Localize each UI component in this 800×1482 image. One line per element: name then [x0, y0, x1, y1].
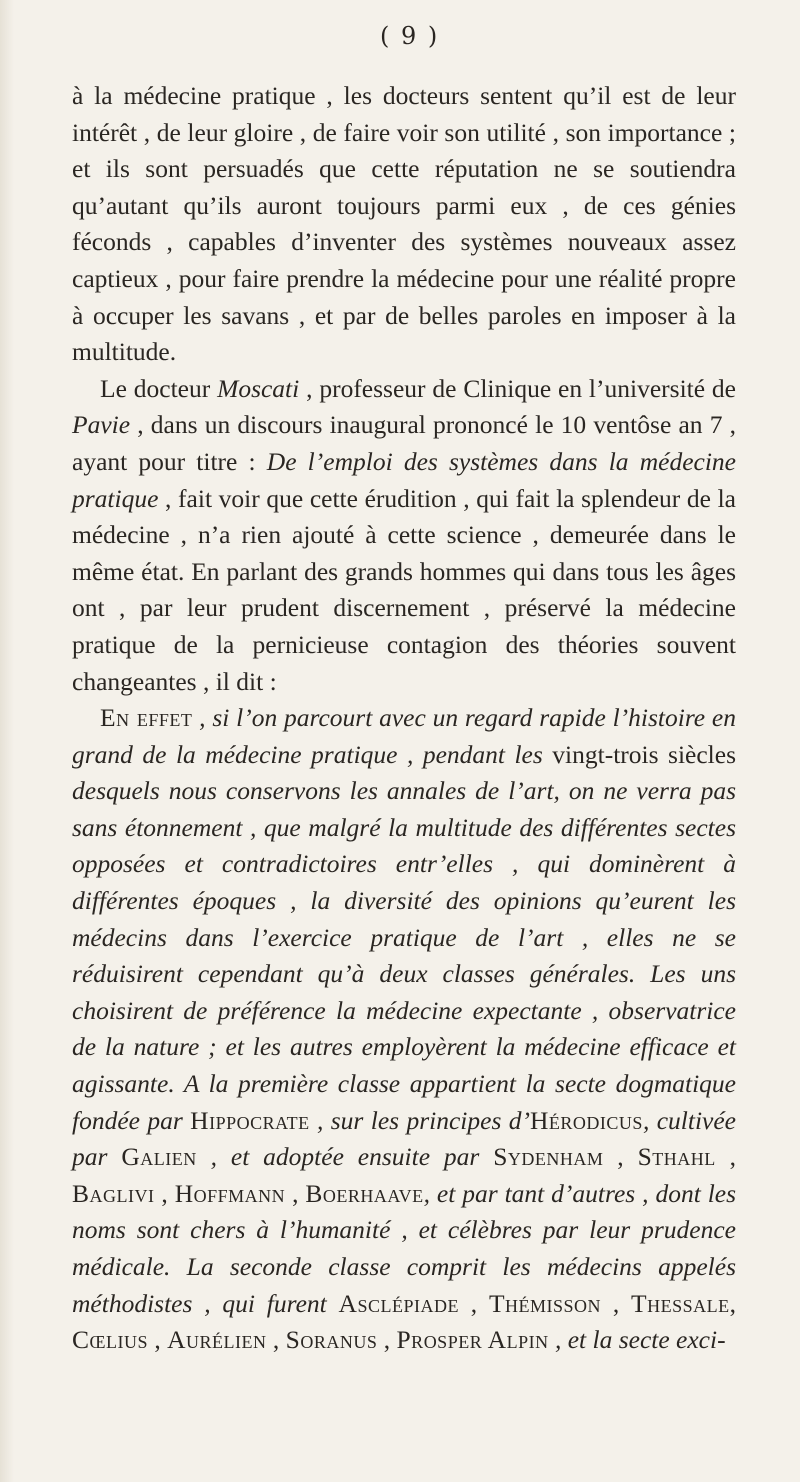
- name-boerhaave: Boerhaave: [305, 1178, 424, 1208]
- separator: ,: [458, 1288, 489, 1318]
- separator: ,: [285, 1178, 306, 1208]
- name-baglivi: Baglivi: [72, 1178, 155, 1208]
- name-aurelien: Aurélien: [167, 1325, 267, 1355]
- separator: ,: [729, 1288, 736, 1318]
- text-run: , professeur de Clinique en l’université de: [299, 373, 736, 403]
- quote-run: , si l’on parcourt avec un regard rapide l’histoire en grand de la médecine pratique , pendant les: [72, 703, 736, 769]
- name-sthahl: Sthahl: [637, 1142, 716, 1172]
- lead-words: En effet: [100, 703, 193, 733]
- name-galien: Galien: [121, 1142, 197, 1172]
- text-run: , dans un discours inaugural prononcé le 10 ventôse an 7 , ayant pour titre :: [72, 410, 736, 476]
- text-run: Le docteur: [100, 373, 218, 403]
- discourse-title: De l’emploi des systèmes dans la médecine pratique: [72, 446, 736, 513]
- quote-run: , et la secte exci-: [548, 1325, 726, 1355]
- quote-run: , cultivée par: [72, 1105, 736, 1172]
- name-herodicus: Hérodicus: [530, 1105, 643, 1135]
- separator: ,: [266, 1325, 286, 1355]
- page-edge-shadow: [0, 0, 14, 1482]
- person-name-moscati: Moscati: [217, 373, 300, 403]
- paragraph-continuation: à la médecine pratique , les docteurs sentent qu’il est de leur intérêt , de leur gloire , de faire voir son utilité , son importance ; et ils sont persuadés que cette réputation ne se soutiendra qu’autant qu’ils auront toujours parmi eux , de ces génies féconds , capables d’inventer des systèmes nouveaux assez captieux , pour faire prendre la médecine pour une réalité propre à occuper les savans , et par de belles paroles en imposer à la multitude.: [72, 81, 736, 367]
- quote-run: , sur les principes d’: [309, 1105, 530, 1135]
- name-hoffmann: Hoffmann: [174, 1178, 286, 1208]
- name-asclepiade: Asclépiade: [338, 1288, 459, 1318]
- name-coelius: Cœlius: [72, 1325, 149, 1355]
- paragraph-quotation: [72, 700, 736, 1359]
- separator: ,: [715, 1142, 737, 1172]
- name-hippocrate: Hippocrate: [190, 1105, 310, 1135]
- name-thessale: Thessale: [631, 1288, 730, 1318]
- quote-run: , et par tant d’autres , dont les noms sont chers à l’humanité , et célèbres par leur prudence médicale. La seconde classe comprit les médecins appelés méthodistes , qui furent: [72, 1178, 737, 1318]
- name-themisson: Thémisson: [488, 1288, 602, 1318]
- separator: ,: [377, 1325, 397, 1355]
- separator: ,: [601, 1288, 632, 1318]
- name-sydenham: Sydenham: [493, 1142, 604, 1172]
- quote-run: desquels nous conservons les annales de l’art, on ne verra pas sans étonnement , que malgré la multitude des différentes sectes opposées et contradictoires entr’elles , qui dominèrent à différentes époques , la diversité des opinions qu’eurent les médecins dans l’exercice pratique de l’art , elles ne se réduisirent cependant qu’à deux classes générales. Les uns choisirent de préférence la médecine expectante , observatrice de la nature ; et les autres employèrent la médecine efficace et agissante. A la première classe appartient la secte dogmatique fondée par: [72, 776, 736, 1135]
- quote-run: , et adoptée ensuite par: [196, 1142, 494, 1172]
- separator: ,: [148, 1325, 168, 1355]
- name-prosper-alpin: Prosper Alpin: [396, 1325, 549, 1355]
- name-soranus: Soranus: [285, 1325, 378, 1355]
- separator: ,: [603, 1142, 638, 1172]
- text-run: vingt-trois siècles: [552, 739, 736, 769]
- separator: ,: [154, 1178, 175, 1208]
- city-name-pavie: Pavie: [72, 410, 131, 440]
- page-number: ( 9 ): [380, 22, 440, 50]
- body-text: [72, 78, 736, 1359]
- paragraph-moscati: [72, 371, 736, 700]
- text-run: , fait voir que cette érudition , qui fait la splendeur de la médecine , n’a rien ajouté à cette science , demeurée dans le même état. En parlant des grands hommes qui dans tous les âges ont , par leur prudent discernement , préservé la médecine pratique de la pernicieuse contagion des théories souvent changeantes , il dit :: [72, 483, 736, 696]
